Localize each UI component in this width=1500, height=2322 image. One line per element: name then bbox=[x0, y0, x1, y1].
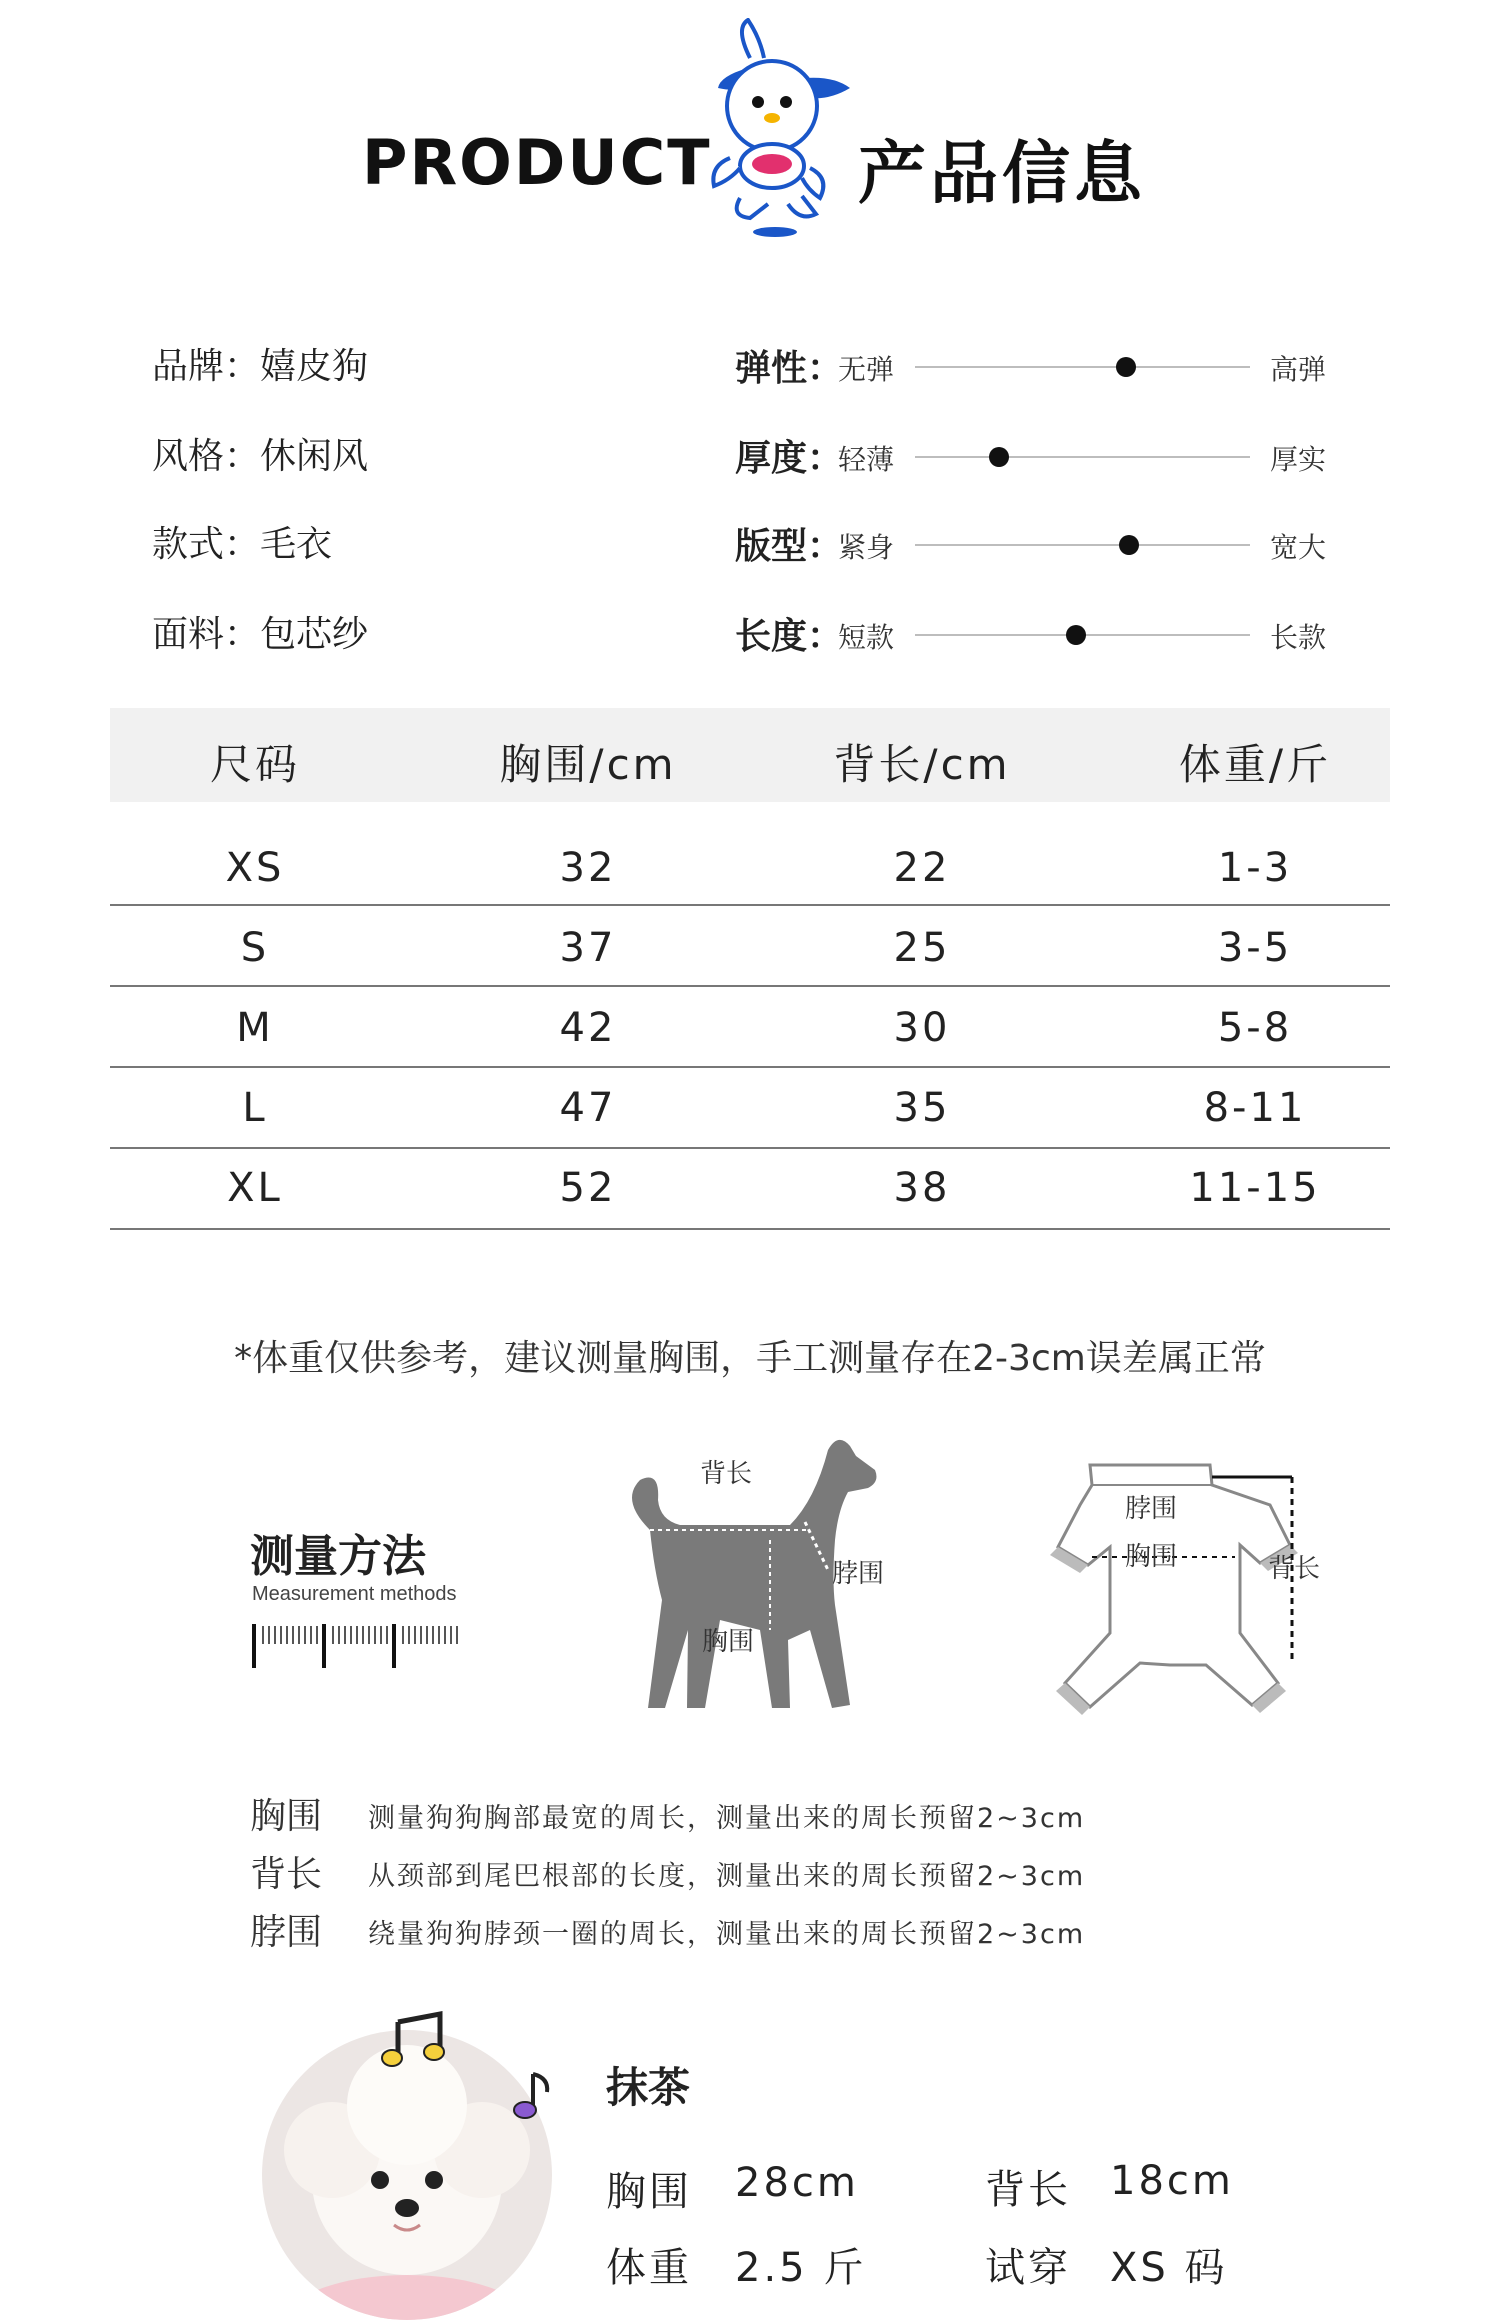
desc-term-neck: 脖围 bbox=[250, 1912, 323, 1953]
table-cell: 30 bbox=[893, 1005, 951, 1051]
table-cell: L bbox=[242, 1085, 268, 1131]
mascot-icon bbox=[690, 18, 860, 240]
header-title-en: PRODUCT bbox=[362, 126, 712, 199]
spec-length-label: 长度： bbox=[735, 616, 844, 657]
scale-low-text: 轻薄 bbox=[838, 443, 895, 476]
table-cell: S bbox=[240, 925, 270, 971]
model-try-value: XS 码 bbox=[1110, 2245, 1228, 2291]
model-weight-value: 2.5 斤 bbox=[735, 2245, 867, 2291]
model-weight-label: 体重 bbox=[606, 2245, 692, 2291]
spec-thickness-label: 厚度： bbox=[735, 438, 844, 479]
garment-neck-label: 脖围 bbox=[1125, 1494, 1178, 1524]
scale-high-text: 长款 bbox=[1270, 621, 1327, 654]
scale-high-text: 宽大 bbox=[1270, 531, 1327, 564]
table-cell: 1-3 bbox=[1217, 845, 1293, 891]
table-cell: 22 bbox=[893, 845, 951, 891]
scale-indicator bbox=[1119, 535, 1139, 555]
table-cell: 8-11 bbox=[1203, 1085, 1307, 1131]
row-divider bbox=[110, 1066, 1390, 1068]
measurement-subtitle: Measurement methods bbox=[252, 1583, 457, 1605]
measurement-title: 测量方法 bbox=[250, 1531, 426, 1582]
header-title-cn: 产品信息 bbox=[858, 135, 1147, 214]
table-cell: 3-5 bbox=[1217, 925, 1293, 971]
music-note-purple-icon bbox=[505, 2068, 555, 2124]
model-chest-label: 胸围 bbox=[606, 2169, 692, 2215]
scale-line bbox=[915, 544, 1250, 546]
dog-chest-label: 胸围 bbox=[702, 1627, 755, 1657]
table-cell: 47 bbox=[559, 1085, 617, 1131]
model-back-label: 背长 bbox=[985, 2167, 1071, 2213]
table-cell: 37 bbox=[559, 925, 617, 971]
scale-low-text: 紧身 bbox=[838, 531, 895, 564]
spec-fit-label: 版型： bbox=[735, 526, 844, 567]
table-cell: XS bbox=[225, 845, 285, 891]
size-note: *体重仅供参考，建议测量胸围，手工测量存在2-3cm误差属正常 bbox=[234, 1338, 1266, 1379]
scale-high-text: 高弹 bbox=[1270, 353, 1327, 386]
garment-chest-label: 胸围 bbox=[1125, 1542, 1178, 1572]
scale-line bbox=[915, 366, 1250, 368]
scale-indicator bbox=[989, 447, 1009, 467]
desc-term-chest: 胸围 bbox=[250, 1796, 323, 1837]
dog-measure-diagram bbox=[610, 1430, 910, 1720]
table-cell: 35 bbox=[893, 1085, 951, 1131]
desc-text-back: 从颈部到尾巴根部的长度，测量出来的周长预留2~3cm bbox=[368, 1861, 1086, 1892]
column-header-weight: 体重/斤 bbox=[1178, 740, 1332, 789]
table-cell: 42 bbox=[559, 1005, 617, 1051]
spec-style: 风格：休闲风 bbox=[152, 436, 369, 477]
column-header-back: 背长/cm bbox=[833, 740, 1011, 789]
model-chest-value: 28cm bbox=[735, 2160, 859, 2206]
column-header-chest: 胸围/cm bbox=[499, 740, 677, 789]
table-cell: 38 bbox=[893, 1165, 951, 1211]
spec-fabric: 面料：包芯纱 bbox=[152, 614, 369, 655]
desc-text-neck: 绕量狗狗脖颈一圈的周长，测量出来的周长预留2~3cm bbox=[368, 1919, 1086, 1950]
music-note-icon bbox=[380, 2010, 450, 2070]
table-cell: M bbox=[236, 1005, 274, 1051]
scale-line bbox=[915, 456, 1250, 458]
table-cell: 25 bbox=[893, 925, 951, 971]
spec-type: 款式：毛衣 bbox=[152, 524, 333, 565]
row-divider bbox=[110, 1228, 1390, 1230]
model-try-label: 试穿 bbox=[985, 2245, 1071, 2291]
spec-brand: 品牌：嬉皮狗 bbox=[152, 346, 369, 387]
garment-measure-diagram bbox=[1020, 1455, 1350, 1725]
desc-text-chest: 测量狗狗胸部最宽的周长，测量出来的周长预留2~3cm bbox=[368, 1803, 1086, 1834]
desc-term-back: 背长 bbox=[250, 1854, 323, 1895]
dog-neck-label: 脖围 bbox=[832, 1559, 885, 1589]
table-cell: XL bbox=[227, 1165, 283, 1211]
dog-back-label: 背长 bbox=[700, 1459, 753, 1489]
row-divider bbox=[110, 985, 1390, 987]
scale-low-text: 短款 bbox=[838, 621, 895, 654]
table-cell: 52 bbox=[559, 1165, 617, 1211]
table-cell: 32 bbox=[559, 845, 617, 891]
scale-high-text: 厚实 bbox=[1270, 443, 1327, 476]
spec-elasticity-label: 弹性： bbox=[735, 348, 844, 389]
scale-indicator bbox=[1066, 625, 1086, 645]
ruler-icon bbox=[250, 1622, 470, 1670]
table-cell: 5-8 bbox=[1217, 1005, 1293, 1051]
model-back-value: 18cm bbox=[1110, 2158, 1234, 2204]
column-header-size: 尺码 bbox=[209, 740, 300, 789]
row-divider bbox=[110, 904, 1390, 906]
table-cell: 11-15 bbox=[1189, 1165, 1321, 1211]
scale-indicator bbox=[1116, 357, 1136, 377]
model-name: 抹茶 bbox=[606, 2063, 691, 2112]
garment-back-label: 背长 bbox=[1268, 1554, 1321, 1584]
row-divider bbox=[110, 1147, 1390, 1149]
scale-low-text: 无弹 bbox=[838, 353, 895, 386]
